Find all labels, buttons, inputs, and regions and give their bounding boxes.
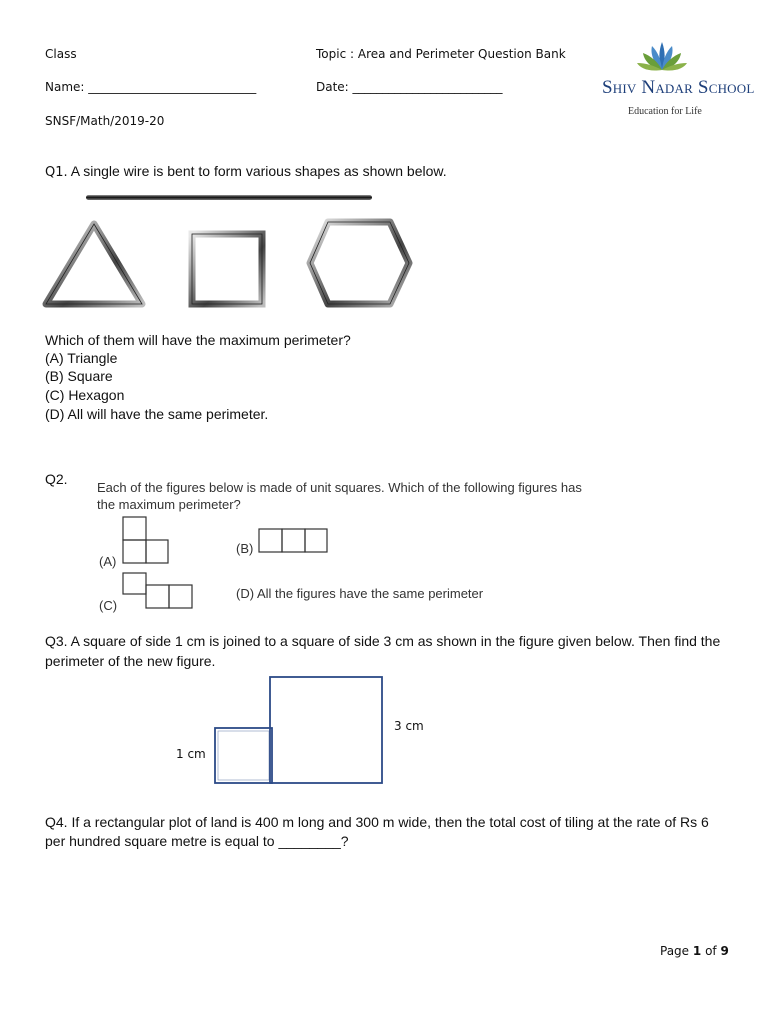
q3-squares-figure bbox=[210, 673, 390, 788]
q1-stem bbox=[45, 162, 447, 183]
q3-text-line2: perimeter of the new figure. bbox=[45, 653, 216, 669]
q2-text-line1: Each of the figures below is made of unit squares. Which of the following figures has bbox=[97, 480, 582, 495]
date-field: Date: _________________________ bbox=[316, 80, 503, 94]
q1-number: Q1. bbox=[45, 165, 68, 180]
large-square bbox=[270, 677, 382, 783]
q2-label-c: (C) bbox=[99, 598, 118, 613]
wire-shapes-figure bbox=[40, 188, 420, 313]
q4-text-line2: per hundred square metre is equal to ________? bbox=[45, 833, 349, 849]
q2-text-line2: the maximum perimeter? bbox=[97, 497, 241, 512]
name-field: Name: ____________________________ bbox=[45, 80, 257, 94]
q1-option-b: (B) Square bbox=[45, 368, 113, 384]
q2-figure-a bbox=[120, 515, 170, 565]
page-word: Page bbox=[660, 944, 690, 958]
q1-option-a: (A) Triangle bbox=[45, 350, 118, 366]
wire-hexagon bbox=[310, 222, 409, 304]
topic-title: Topic : Area and Perimeter Question Bank bbox=[316, 47, 566, 61]
q1-option-d: (D) All will have the same perimeter. bbox=[45, 406, 269, 422]
q3-label-large: 3 cm bbox=[394, 719, 424, 733]
q3-label-small: 1 cm bbox=[176, 747, 206, 761]
q2-number: Q2. bbox=[45, 471, 68, 487]
q1-question: Which of them will have the maximum perimeter? bbox=[45, 332, 351, 348]
page-total: 9 bbox=[720, 944, 729, 958]
q1-option-c: (C) Hexagon bbox=[45, 387, 125, 403]
school-logo bbox=[596, 40, 755, 125]
q2-label-b: (B) bbox=[236, 541, 254, 556]
logo-school-name: Shiv Nadar School bbox=[602, 77, 755, 98]
page-number bbox=[660, 944, 729, 958]
of-word: of bbox=[705, 944, 717, 958]
wire-square bbox=[192, 234, 262, 304]
small-square bbox=[215, 728, 272, 783]
q2-option-d: (D) All the figures have the same perimeter bbox=[236, 586, 484, 601]
q2-label-a: (A) bbox=[99, 554, 117, 569]
class-label: Class bbox=[45, 47, 77, 61]
lotus-icon bbox=[596, 40, 731, 74]
q2-figure-b bbox=[257, 528, 329, 554]
document-code: SNSF/Math/2019-20 bbox=[45, 114, 165, 128]
logo-tagline: Education for Life bbox=[628, 106, 702, 117]
q3-text-line1: Q3. A square of side 1 cm is joined to a square of side 3 cm as shown in the figure given below. Then find the bbox=[45, 633, 721, 649]
wire-triangle bbox=[46, 224, 142, 304]
straight-wire bbox=[86, 195, 372, 200]
page-current: 1 bbox=[692, 944, 702, 958]
q2-figure-c bbox=[120, 571, 195, 611]
q4-text-line1: Q4. If a rectangular plot of land is 400 m long and 300 m wide, then the total cost of tiling at the rate of Rs 6 bbox=[45, 814, 709, 830]
q1-text: A single wire is bent to form various shapes as shown below. bbox=[70, 163, 447, 179]
